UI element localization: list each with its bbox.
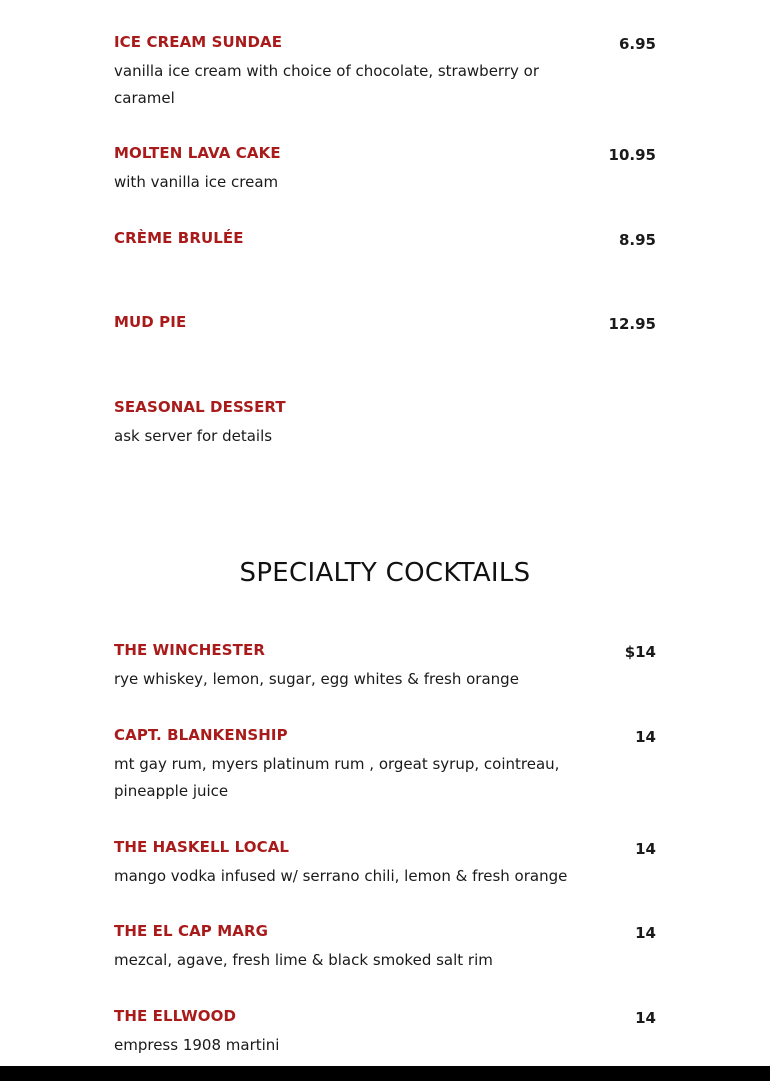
menu-item-creme-brulee — [114, 228, 656, 248]
item-name: SEASONAL DESSERT — [114, 398, 286, 416]
item-name: CRÈME BRULÉE — [114, 229, 244, 247]
item-price: 10.95 — [608, 146, 656, 164]
item-price: 14 — [635, 924, 656, 942]
item-description: empress 1908 martini — [114, 1036, 280, 1054]
item-name: THE WINCHESTER — [114, 641, 265, 659]
item-name: CAPT. BLANKENSHIP — [114, 726, 288, 744]
item-price: $14 — [624, 643, 656, 661]
item-name: THE ELLWOOD — [114, 1007, 237, 1025]
menu-item-seasonal-dessert — [114, 397, 656, 450]
item-price: 6.95 — [618, 35, 656, 53]
section-title: SPECIALTY COCKTAILS — [239, 558, 531, 588]
menu-item-the-ellwood — [114, 1006, 656, 1059]
item-name: THE EL CAP MARG — [114, 922, 269, 940]
item-name: MUD PIE — [114, 313, 187, 331]
item-description: with vanilla ice cream — [114, 173, 279, 191]
menu-item-mud-pie — [114, 312, 656, 332]
item-description: mt gay rum, myers platinum rum , orgeat syrup, cointreau, pineapple juice — [114, 755, 560, 800]
item-description: rye whiskey, lemon, sugar, egg whites & fresh orange — [114, 670, 519, 688]
bottom-bar — [0, 1066, 770, 1081]
item-name: MOLTEN LAVA CAKE — [114, 144, 281, 162]
item-name: THE HASKELL LOCAL — [114, 838, 290, 856]
item-description: mango vodka infused w/ serrano chili, lemon & fresh orange — [114, 867, 568, 885]
menu-item-the-winchester — [114, 640, 656, 693]
item-price: 12.95 — [608, 315, 656, 333]
item-price: 14 — [635, 728, 656, 746]
item-price: 8.95 — [618, 231, 656, 249]
item-description: vanilla ice cream with choice of chocolate, strawberry or caramel — [114, 62, 539, 107]
item-description: ask server for details — [114, 427, 273, 445]
menu-item-the-el-cap-marg — [114, 921, 656, 974]
menu-item-the-haskell-local — [114, 837, 656, 890]
menu-item-capt-blankenship — [114, 725, 656, 805]
item-name: ICE CREAM SUNDAE — [114, 33, 283, 51]
item-price: 14 — [635, 840, 656, 858]
item-price: 14 — [635, 1009, 656, 1027]
menu-item-ice-cream-sundae — [114, 32, 656, 112]
menu-item-molten-lava-cake — [114, 143, 656, 196]
item-description: mezcal, agave, fresh lime & black smoked salt rim — [114, 951, 493, 969]
